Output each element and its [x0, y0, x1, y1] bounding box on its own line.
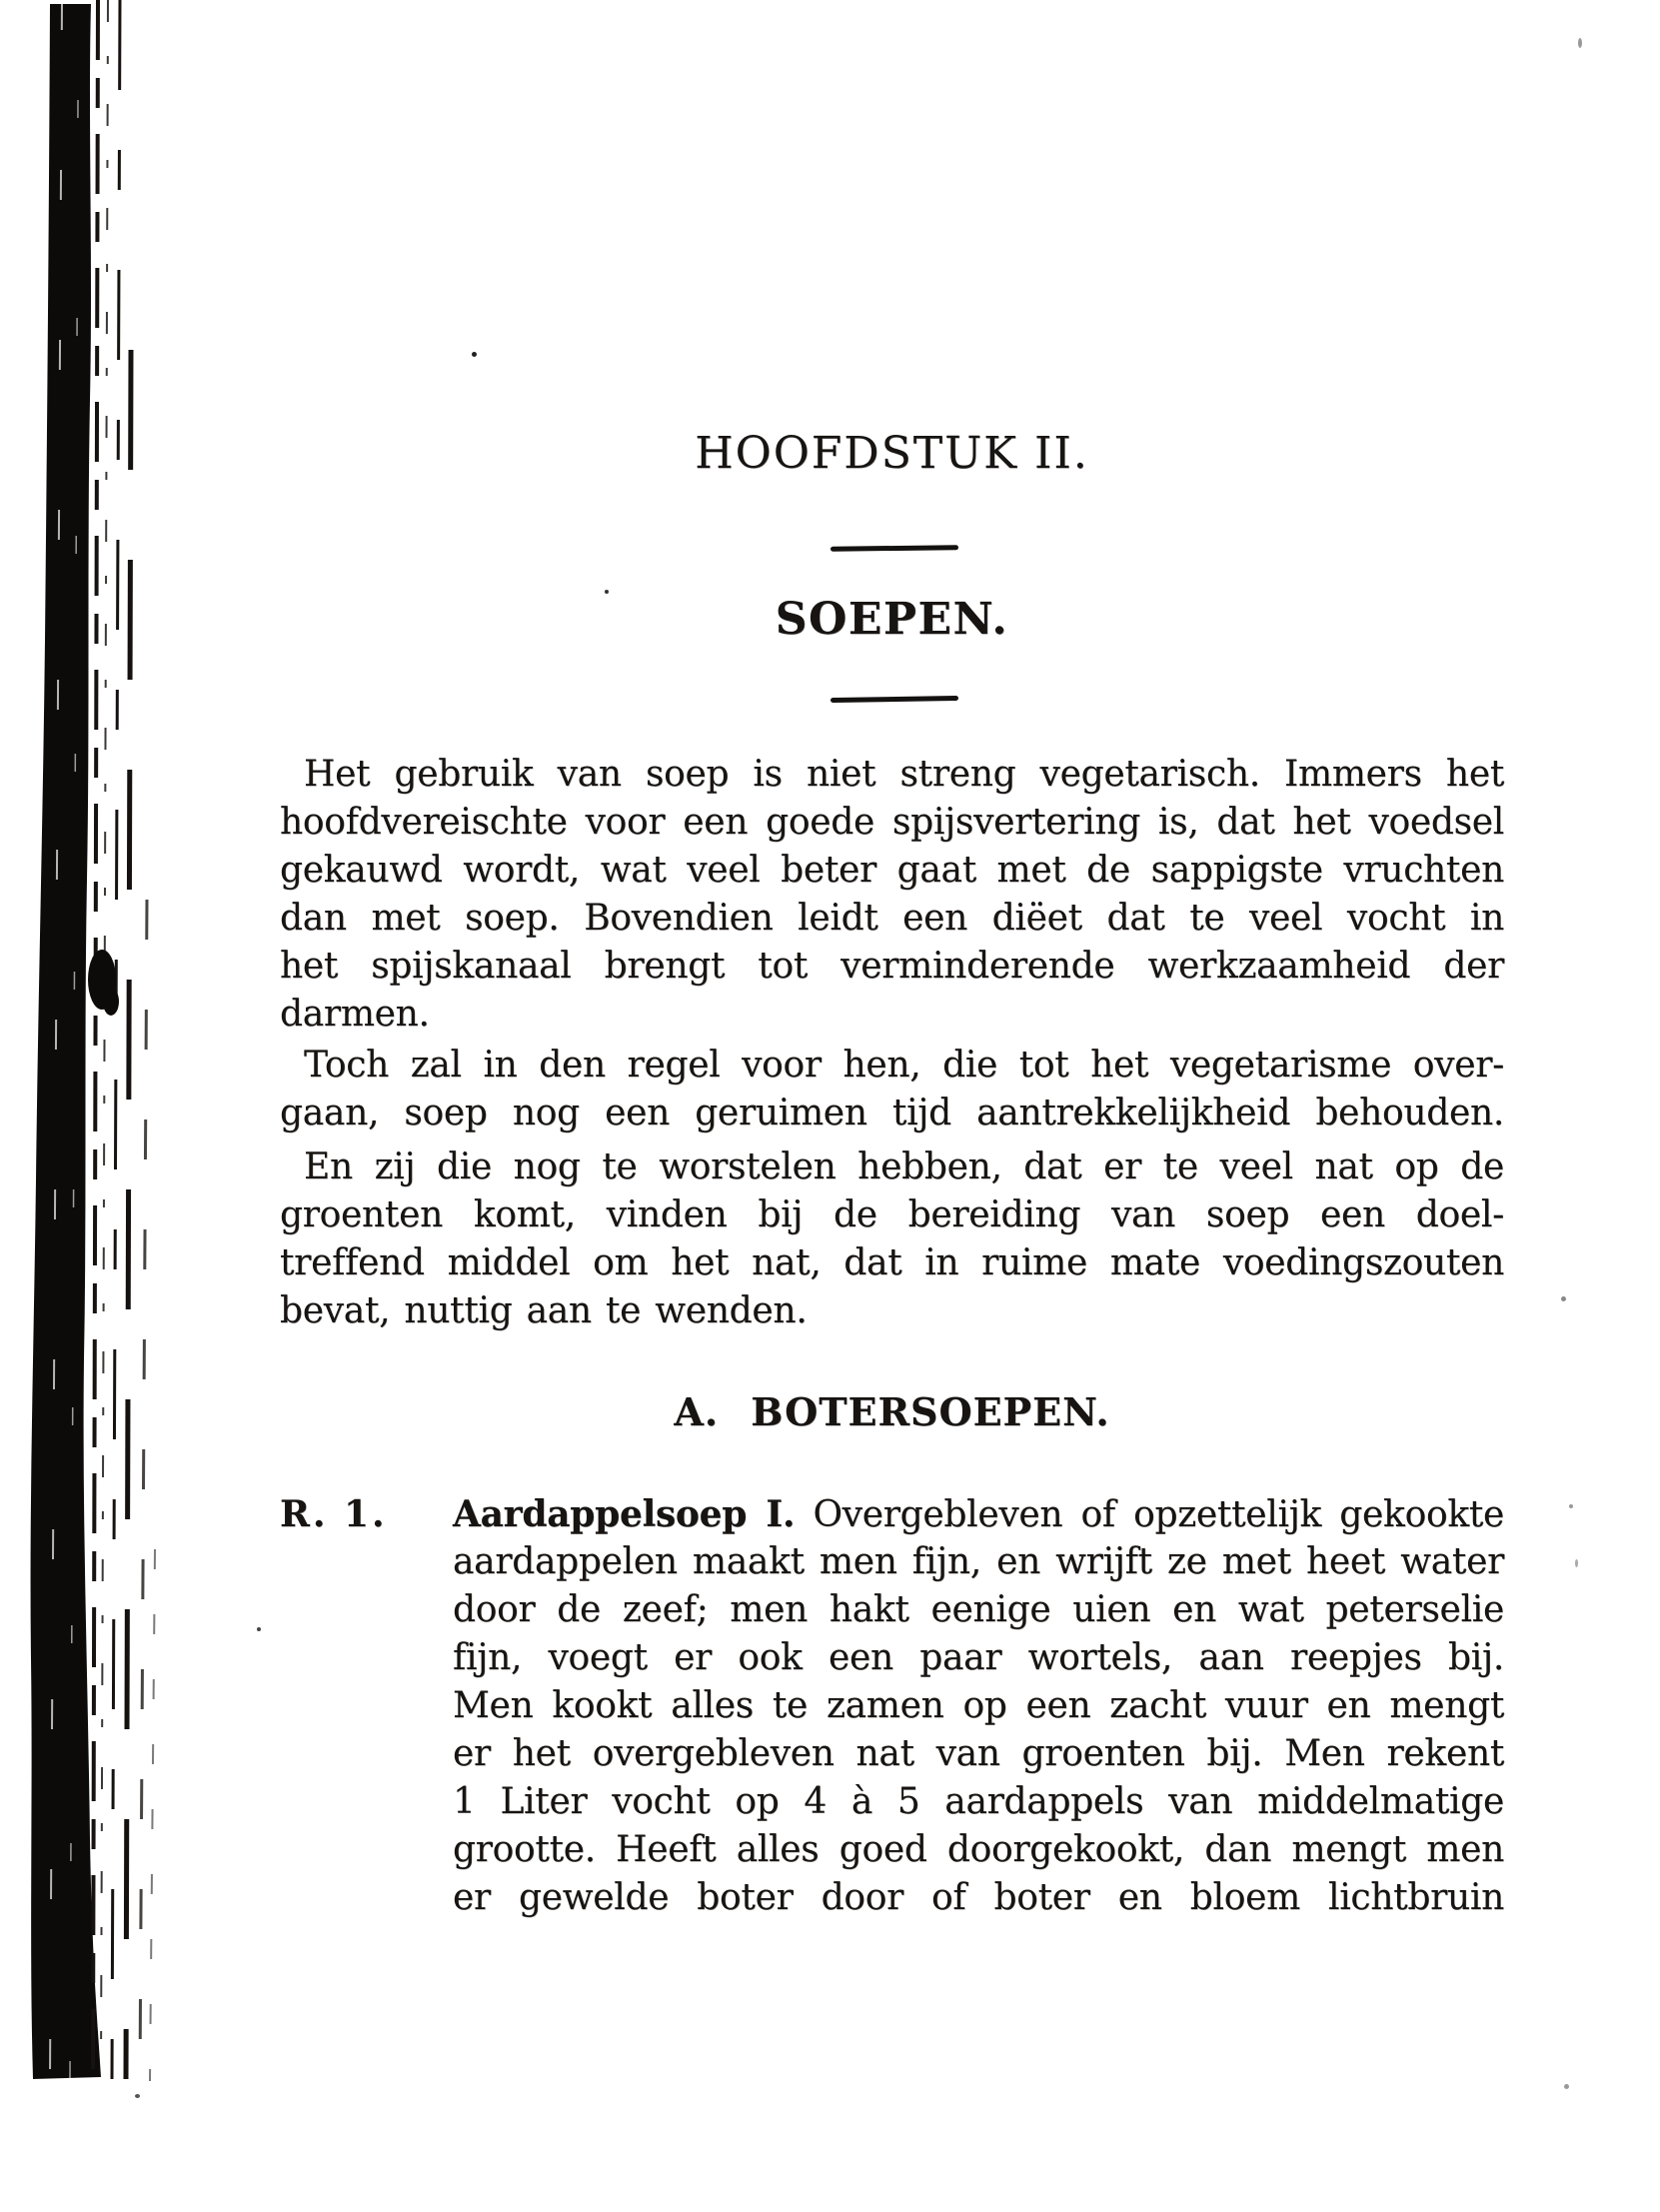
- text-line: Toch zal in den regel voor hen, die tot het vegetarisme over-: [304, 1045, 1504, 1086]
- text-line: er gewelde boter door of boter en bloem lichtbruin: [453, 1877, 1504, 1918]
- binding-gutter-shadow: [0, 0, 175, 2089]
- text-line: aardappelen maakt men fijn, en wrijft ze met heet water: [453, 1541, 1504, 1582]
- text-line: er het overgebleven nat van groenten bij. Men rekent: [453, 1733, 1504, 1774]
- text-line: En zij die nog te worstelen hebben, dat er te veel nat op de: [304, 1146, 1504, 1187]
- recipe-title: Aardappelsoep I.: [453, 1493, 796, 1535]
- gutter-streak: [140, 900, 147, 2081]
- scan-speck: [1564, 2084, 1569, 2089]
- gutter-streak: [126, 350, 131, 2079]
- text-line: gekauwd wordt, wat veel beter gaat met de sappigste vruchten: [280, 850, 1504, 891]
- recipe-block: [280, 1490, 1504, 1922]
- text-column: [280, 0, 1504, 2212]
- gutter-streak: [93, 0, 98, 2079]
- text-line: Het gebruik van soep is niet streng vegetarisch. Immers het: [304, 754, 1504, 795]
- paragraph-2: [280, 1042, 1504, 1137]
- recipe-text: [453, 1490, 1504, 1922]
- text-line: darmen.: [280, 994, 430, 1035]
- scan-speck: [1561, 1296, 1566, 1301]
- scan-speck: [1578, 38, 1582, 48]
- text-line: Men kookt alles te zamen op een zacht vuur en mengt: [453, 1685, 1504, 1726]
- text-line: dan met soep. Bovendien leidt een diëet dat te veel vocht in: [280, 898, 1504, 939]
- text-line: 1 Liter vocht op 4 à 5 aardappels van middelmatige: [453, 1781, 1504, 1822]
- ink-blob: [103, 988, 119, 1016]
- section-title: SOEPEN.: [775, 594, 1009, 645]
- paragraph-1: [280, 751, 1504, 1039]
- text-line: grootte. Heeft alles goed doorgekookt, dan mengt men: [453, 1829, 1504, 1870]
- divider-rule-top: [830, 545, 957, 552]
- gutter-main-band: [31, 4, 101, 2079]
- gutter-streak: [101, 0, 108, 2079]
- paragraph-3: [280, 1143, 1504, 1335]
- recipe-number-label: R. 1.: [280, 1493, 388, 1535]
- chapter-title: HOOFDSTUK II.: [695, 428, 1089, 479]
- scan-speck: [135, 2094, 140, 2098]
- gutter-streak: [150, 1549, 155, 2081]
- gutter-streak: [112, 0, 120, 2079]
- scan-speck: [1569, 1504, 1573, 1508]
- text-line: bevat, nuttig aan te wenden.: [280, 1290, 808, 1331]
- text-line: gaan, soep nog een geruimen tijd aantrekkelijkheid behouden.: [280, 1093, 1504, 1133]
- scan-speck: [257, 1627, 261, 1631]
- body-text: [280, 751, 1504, 1335]
- text-line: hoofdvereischte voor een goede spijsvertering is, dat het voedsel: [280, 802, 1504, 843]
- text-line: groenten komt, vinden bij de bereiding van soep een doel-: [280, 1194, 1504, 1235]
- scan-speck: [472, 352, 477, 357]
- scan-speck: [1575, 1559, 1578, 1567]
- scan-speck: [605, 590, 609, 594]
- text-line: [453, 1490, 1504, 1538]
- text-line-rest: Overgebleven of opzettelijk gekookte: [813, 1494, 1504, 1535]
- text-line: het spijskanaal brengt tot verminderende werkzaamheid der: [280, 946, 1504, 987]
- subsection-heading: A. BOTERSOEPEN.: [674, 1389, 1110, 1434]
- text-line: door de zeef; men hakt eenige uien en wat peterselie: [453, 1589, 1504, 1630]
- divider-rule-bottom: [830, 696, 957, 703]
- text-line: treffend middel om het nat, dat in ruime mate voedingszouten: [280, 1242, 1504, 1283]
- text-line: fijn, voegt er ook een paar wortels, aan reepjes bij.: [453, 1637, 1504, 1678]
